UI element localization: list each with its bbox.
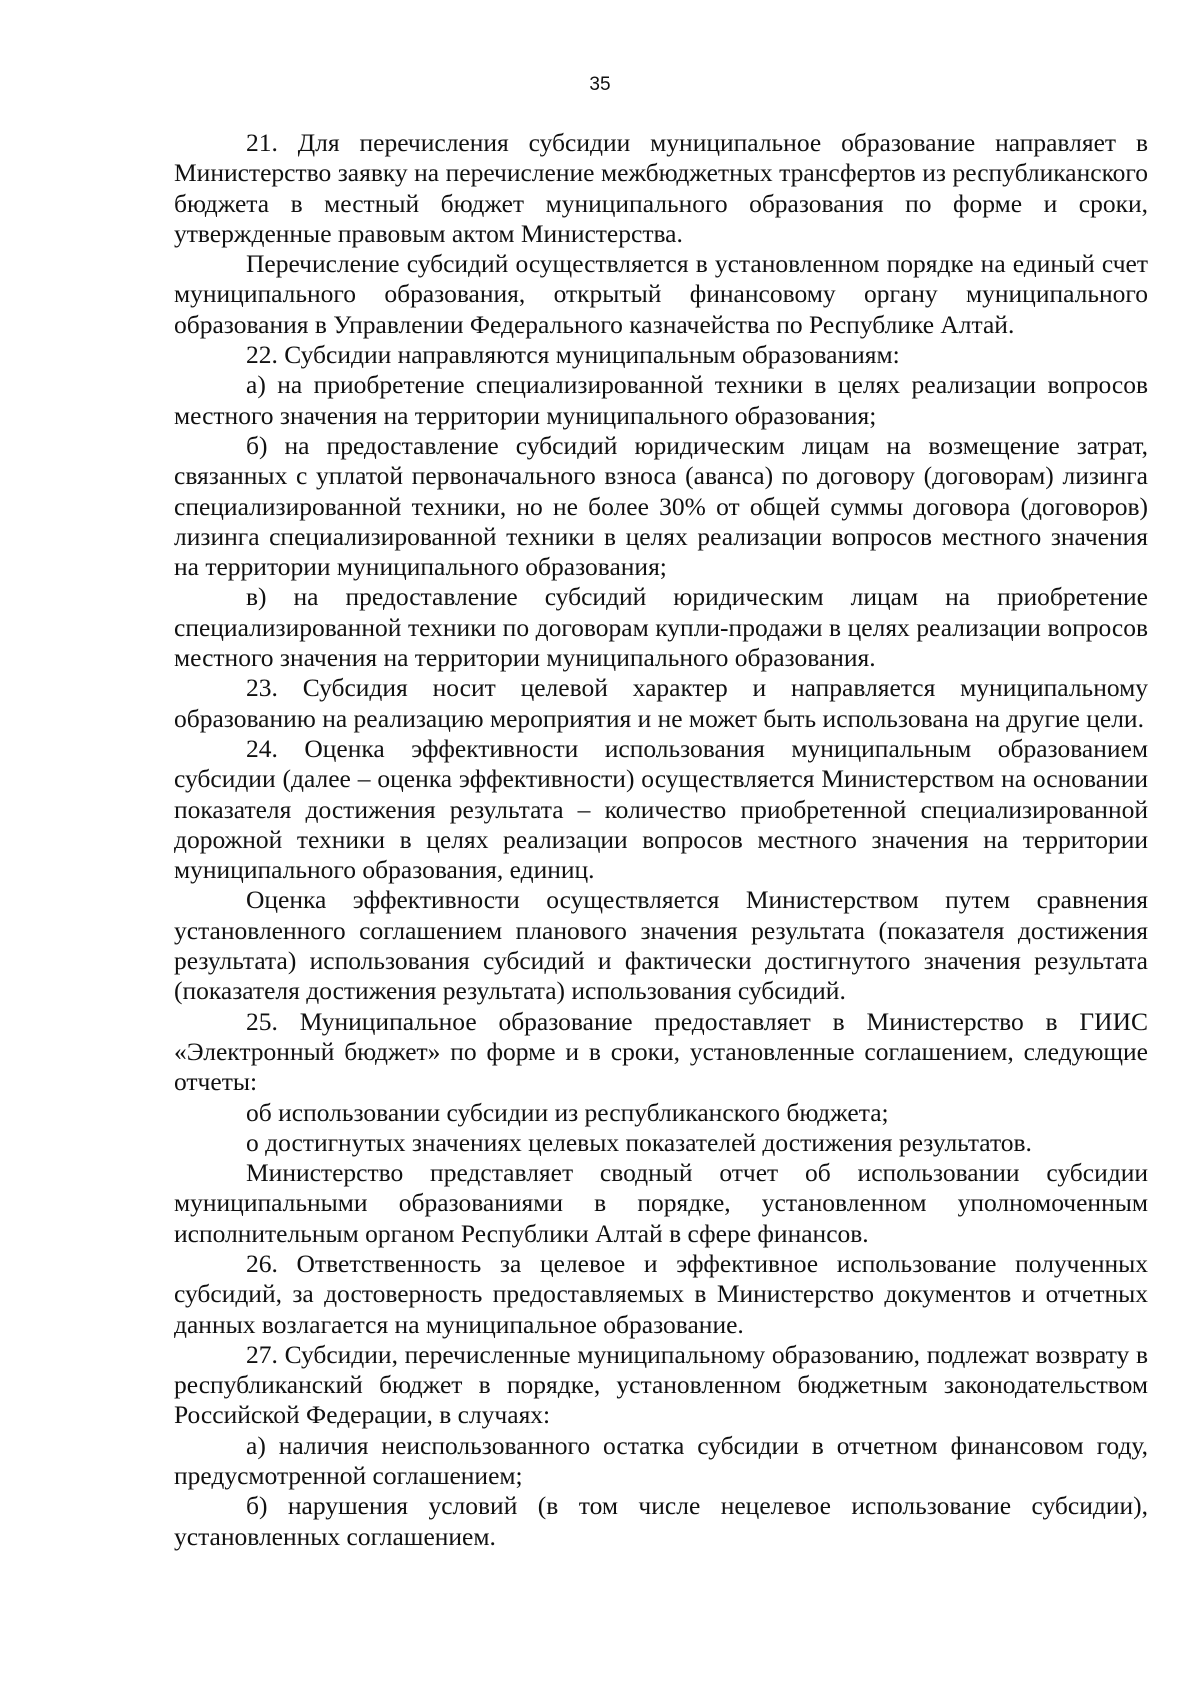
paragraph-27: 27. Субсидии, перечисленные муниципальному образованию, подлежат возврату в республиканский бюджет в порядке, установленном бюджетным законодательством Российской Федерации, в случаях: bbox=[174, 1339, 1148, 1430]
paragraph-22-b: б) на предоставление субсидий юридическим лицам на возмещение затрат, связанных с уплатой первоначального взноса (аванса) по договору (договорам) лизинга специализированной техники, но не более 30% от общей суммы договора (договоров) лизинга специализированной техники в целях реализации вопросов местного значения на территории муниципального образования; bbox=[174, 430, 1148, 582]
paragraph-25-report-2: о достигнутых значениях целевых показателей достижения результатов. bbox=[246, 1127, 1032, 1157]
paragraph-25-report-1: об использовании субсидии из республиканского бюджета; bbox=[246, 1097, 889, 1127]
paragraph-26: 26. Ответственность за целевое и эффективное использование полученных субсидий, за достоверность предоставляемых в Министерство документов и отчетных данных возлагается на муниципальное образование. bbox=[174, 1248, 1148, 1339]
paragraph-27-b: б) нарушения условий (в том числе нецелевое использование субсидии), установленных соглашением. bbox=[174, 1491, 1148, 1551]
paragraph-22: 22. Субсидии направляются муниципальным образованиям: bbox=[246, 340, 900, 370]
paragraph-27-a: а) наличия неиспользованного остатка субсидии в отчетном финансовом году, предусмотренной соглашением; bbox=[174, 1430, 1148, 1491]
paragraph-25-summary: Министерство представляет сводный отчет об использовании субсидии муниципальными образованиями в порядке, установленном уполномоченным исполнительным органом Республики Алтай в сфере финансов. bbox=[174, 1158, 1148, 1248]
paragraph-22-v: в) на предоставление субсидий юридическим лицам на приобретение специализированной техники по договорам купли-продажи в целях реализации вопросов местного значения на территории муниципального образования. bbox=[174, 582, 1148, 673]
page-number: 35 bbox=[589, 74, 611, 95]
paragraph-24-evaluation: Оценка эффективности осуществляется Министерством путем сравнения установленного соглашением планового значения результата (показателя достижения результата) использования субсидий и фактически достигнутого значения результата (показателя достижения результата) использования субсидий. bbox=[174, 885, 1148, 1006]
paragraph-21-transfer: Перечисление субсидий осуществляется в установленном порядке на единый счет муниципального образования, открытый финансовому органу муниципального образования в Управлении Федерального казначейства по Республике Алтай. bbox=[174, 249, 1148, 339]
document-body bbox=[174, 128, 1148, 1552]
paragraph-25: 25. Муниципальное образование предоставляет в Министерство в ГИИС «Электронный бюджет» по форме и в сроки, установленные соглашением, следующие отчеты: bbox=[174, 1006, 1148, 1097]
paragraph-22-a: а) на приобретение специализированной техники в целях реализации вопросов местного значения на территории муниципального образования; bbox=[174, 370, 1148, 430]
paragraph-21: 21. Для перечисления субсидии муниципальное образование направляет в Министерство заявку на перечисление межбюджетных трансфертов из республиканского бюджета в местный бюджет муниципального образования по форме и сроки, утвержденные правовым актом Министерства. bbox=[174, 128, 1148, 248]
paragraph-24: 24. Оценка эффективности использования муниципальным образованием субсидии (далее – оценка эффективности) осуществляется Министерством на основании показателя достижения результата – количество приобретенной специализированной дорожной техники в целях реализации вопросов местного значения на территории муниципального образования, единиц. bbox=[174, 733, 1148, 885]
paragraph-23: 23. Субсидия носит целевой характер и направляется муниципальному образованию на реализацию мероприятия и не может быть использована на другие цели. bbox=[174, 673, 1148, 733]
